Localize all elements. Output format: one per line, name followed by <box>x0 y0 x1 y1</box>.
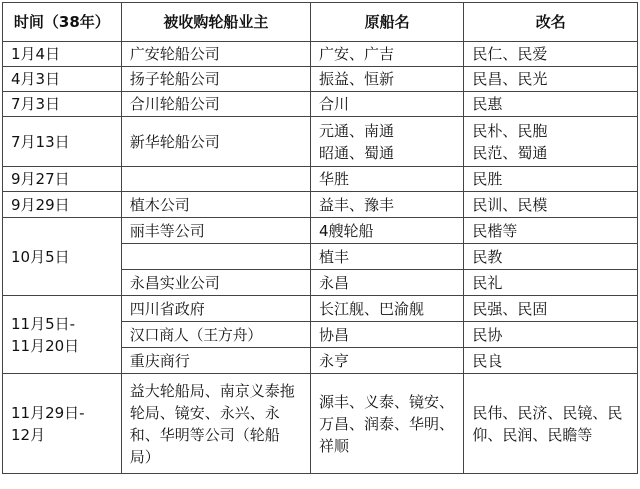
original-name-cell: 振益、恒新 <box>310 67 463 92</box>
original-name-cell: 广安、广吉 <box>310 42 463 67</box>
new-name-cell: 民良 <box>464 348 638 374</box>
ship-acquisition-table <box>2 2 638 474</box>
owner-cell: 汉口商人（王方舟） <box>121 322 310 348</box>
time-cell: 7月13日 <box>3 117 122 167</box>
time-cell: 9月29日 <box>3 192 122 218</box>
new-name-cell: 民强、民固 <box>464 296 638 322</box>
original-name-cell: 益丰、豫丰 <box>310 192 463 218</box>
table-row <box>3 92 638 117</box>
table-row <box>3 42 638 67</box>
owner-cell: 合川轮船公司 <box>121 92 310 117</box>
table-row <box>3 374 638 474</box>
owner-cell: 永昌实业公司 <box>121 270 310 296</box>
original-name-cell: 源丰、义泰、镜安、万昌、润泰、华明、祥顺 <box>310 374 463 474</box>
time-cell: 10月5日 <box>3 218 122 296</box>
table-row <box>3 296 638 322</box>
original-name-cell: 合川 <box>310 92 463 117</box>
header-owner: 被收购轮船业主 <box>121 3 310 42</box>
owner-cell <box>121 167 310 192</box>
new-name-cell: 民惠 <box>464 92 638 117</box>
table-row <box>3 167 638 192</box>
owner-cell <box>121 244 310 270</box>
new-name-cell: 民胜 <box>464 167 638 192</box>
table-row <box>3 192 638 218</box>
original-name-cell: 华胜 <box>310 167 463 192</box>
original-name-cell: 元通、南通 昭通、蜀通 <box>310 117 463 167</box>
owner-cell: 丽丰等公司 <box>121 218 310 244</box>
header-new-name: 改名 <box>464 3 638 42</box>
new-name-cell: 民昌、民光 <box>464 67 638 92</box>
new-name-cell: 民仁、民爱 <box>464 42 638 67</box>
time-cell: 4月3日 <box>3 67 122 92</box>
new-name-cell: 民伟、民济、民镜、民仰、民润、民瞻等 <box>464 374 638 474</box>
original-name-cell: 协昌 <box>310 322 463 348</box>
owner-cell: 广安轮船公司 <box>121 42 310 67</box>
original-name-cell: 4艘轮船 <box>310 218 463 244</box>
header-time: 时间（38年） <box>3 3 122 42</box>
new-name-cell: 民礼 <box>464 270 638 296</box>
table-header-row <box>3 3 638 42</box>
original-name-cell: 永昌 <box>310 270 463 296</box>
table-row <box>3 67 638 92</box>
owner-cell: 重庆商行 <box>121 348 310 374</box>
owner-cell: 植木公司 <box>121 192 310 218</box>
original-name-cell: 永亨 <box>310 348 463 374</box>
table-row <box>3 117 638 167</box>
owner-cell: 扬子轮船公司 <box>121 67 310 92</box>
new-name-cell: 民协 <box>464 322 638 348</box>
owner-cell: 新华轮船公司 <box>121 117 310 167</box>
new-name-cell: 民训、民模 <box>464 192 638 218</box>
original-name-cell: 长江舰、巴渝舰 <box>310 296 463 322</box>
header-original-name: 原船名 <box>310 3 463 42</box>
original-name-cell: 植丰 <box>310 244 463 270</box>
time-cell: 9月27日 <box>3 167 122 192</box>
owner-cell: 四川省政府 <box>121 296 310 322</box>
time-cell: 11月29日- 12月 <box>3 374 122 474</box>
new-name-cell: 民楷等 <box>464 218 638 244</box>
time-cell: 7月3日 <box>3 92 122 117</box>
time-cell: 1月4日 <box>3 42 122 67</box>
table-row <box>3 218 638 244</box>
time-cell: 11月5日- 11月20日 <box>3 296 122 374</box>
owner-cell: 益大轮船局、南京义泰拖轮局、镜安、永兴、永和、华明等公司（轮船局） <box>121 374 310 474</box>
new-name-cell: 民朴、民胞 民范、蜀通 <box>464 117 638 167</box>
new-name-cell: 民教 <box>464 244 638 270</box>
